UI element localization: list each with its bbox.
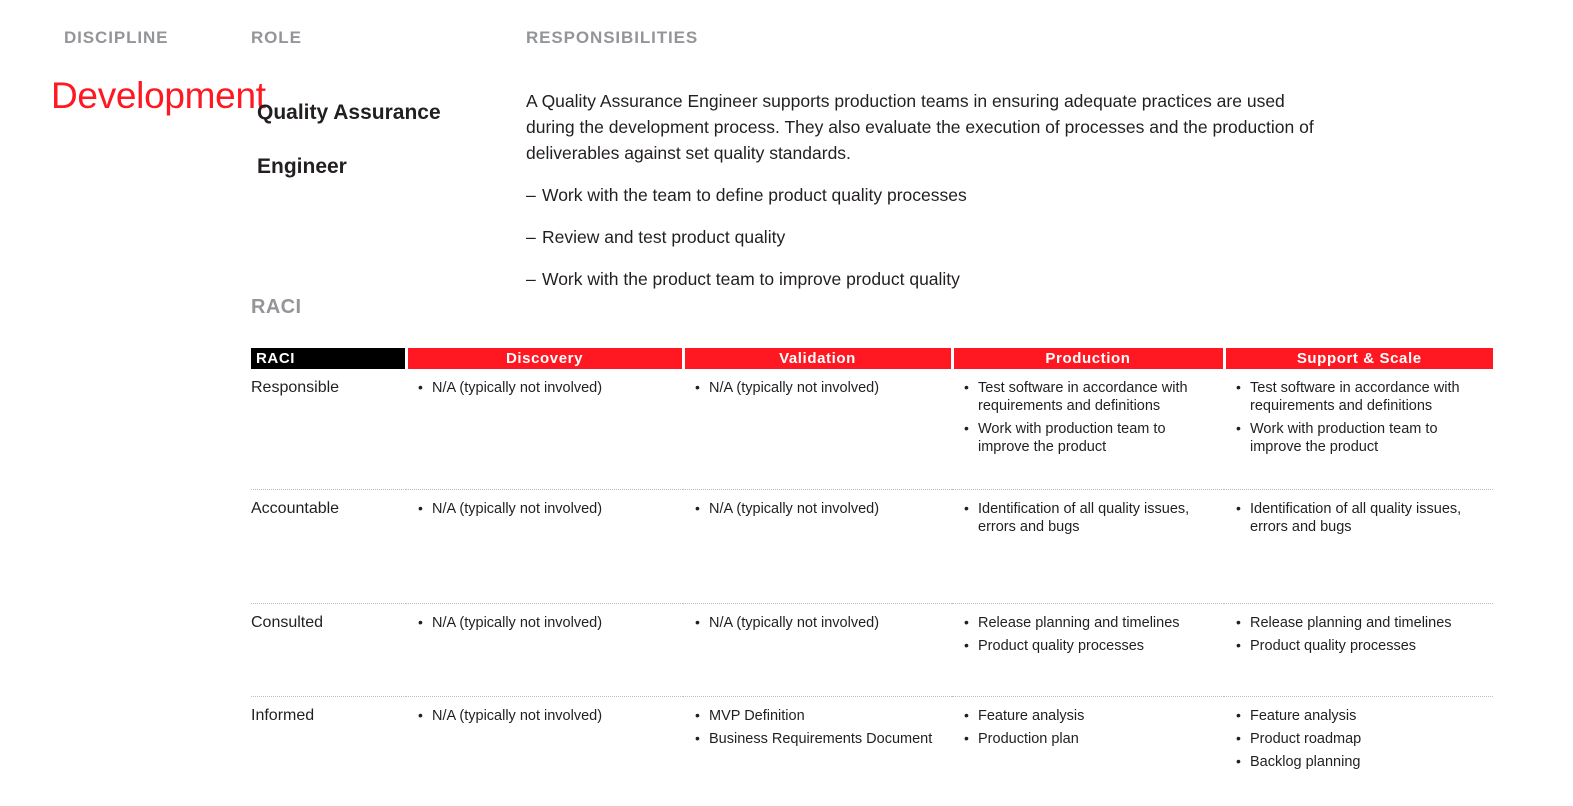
role-name: Quality Assurance Engineer: [257, 101, 441, 178]
cell-consulted-validation: [683, 604, 952, 697]
bullet-item: • Product quality processes: [1236, 637, 1479, 655]
bullet-item: • Release planning and timelines: [1236, 614, 1479, 632]
column-header-discipline: DISCIPLINE: [64, 28, 169, 47]
table-header-row: [251, 348, 1493, 369]
bullet-item: • N/A (typically not involved): [695, 379, 938, 397]
responsibility-item: [526, 182, 1326, 208]
cell-accountable-validation: [683, 490, 952, 604]
bullet-item: • N/A (typically not involved): [695, 614, 938, 632]
column-header-role: ROLE: [251, 28, 302, 47]
cell-informed-validation: [683, 697, 952, 788]
bullet-item: • Production plan: [964, 730, 1210, 748]
bullet-item: • Feature analysis: [1236, 707, 1479, 725]
cell-consulted-production: [952, 604, 1224, 697]
table-row: [251, 604, 1493, 697]
bullet-item: • N/A (typically not involved): [418, 707, 669, 725]
bullet-item: • Feature analysis: [964, 707, 1210, 725]
column-header-responsibilities: RESPONSIBILITIES: [526, 28, 699, 47]
bullet-item: • Product quality processes: [964, 637, 1210, 655]
cell-accountable-discovery: [406, 490, 683, 604]
table-row: [251, 369, 1493, 490]
cell-responsible-discovery: [406, 369, 683, 490]
bullet-item: • N/A (typically not involved): [695, 500, 938, 518]
bullet-item: • N/A (typically not involved): [418, 379, 669, 397]
raci-section-label: RACI: [251, 296, 302, 318]
responsibility-item: [526, 266, 1326, 292]
responsibilities-summary: A Quality Assurance Engineer supports production teams in ensuring adequate practices are used during the development process. They also evaluate the execution of processes and the production of deliverables against set quality standards.: [526, 91, 1314, 163]
bullet-item: • MVP Definition: [695, 707, 938, 725]
table-header-raci: RACI: [251, 348, 406, 369]
bullet-item: • Work with production team to improve the product: [1236, 420, 1479, 456]
bullet-item: • Release planning and timelines: [964, 614, 1210, 632]
bullet-item: • N/A (typically not involved): [418, 500, 669, 518]
responsibilities-list: [526, 182, 1326, 308]
cell-informed-support-scale: [1224, 697, 1493, 788]
cell-informed-discovery: [406, 697, 683, 788]
table-header-production: Production: [952, 348, 1224, 369]
bullet-item: • Work with production team to improve the product: [964, 420, 1210, 456]
responsibility-item: [526, 224, 1326, 250]
table-header-validation: Validation: [683, 348, 952, 369]
cell-accountable-production: [952, 490, 1224, 604]
cell-accountable-support-scale: [1224, 490, 1493, 604]
bullet-item: • Test software in accordance with requirements and definitions: [1236, 379, 1479, 415]
cell-consulted-support-scale: [1224, 604, 1493, 697]
raci-table: [251, 348, 1493, 787]
table-row: [251, 697, 1493, 788]
row-label-accountable: Accountable: [251, 500, 340, 517]
cell-consulted-discovery: [406, 604, 683, 697]
row-label-informed: Informed: [251, 707, 315, 724]
bullet-item: • Identification of all quality issues, errors and bugs: [1236, 500, 1479, 536]
bullet-item: • Identification of all quality issues, errors and bugs: [964, 500, 1210, 536]
cell-responsible-support-scale: [1224, 369, 1493, 490]
dash-bullet: –: [526, 185, 536, 205]
cell-responsible-validation: [683, 369, 952, 490]
responsibility-text: Review and test product quality: [542, 227, 786, 247]
row-label-consulted: Consulted: [251, 614, 324, 631]
bullet-item: • Business Requirements Document: [695, 730, 938, 748]
bullet-item: • N/A (typically not involved): [418, 614, 669, 632]
discipline-name: Development: [51, 75, 266, 116]
table-header-support-scale: Support & Scale: [1224, 348, 1493, 369]
bullet-item: • Backlog planning: [1236, 753, 1479, 771]
bullet-item: • Product roadmap: [1236, 730, 1479, 748]
cell-informed-production: [952, 697, 1224, 788]
responsibility-text: Work with the product team to improve product quality: [542, 269, 960, 289]
bullet-item: • Test software in accordance with requirements and definitions: [964, 379, 1210, 415]
responsibility-text: Work with the team to define product quality processes: [542, 185, 967, 205]
dash-bullet: –: [526, 227, 536, 247]
table-header-discovery: Discovery: [406, 348, 683, 369]
row-label-responsible: Responsible: [251, 379, 340, 396]
table-row: [251, 490, 1493, 604]
cell-responsible-production: [952, 369, 1224, 490]
dash-bullet: –: [526, 269, 536, 289]
